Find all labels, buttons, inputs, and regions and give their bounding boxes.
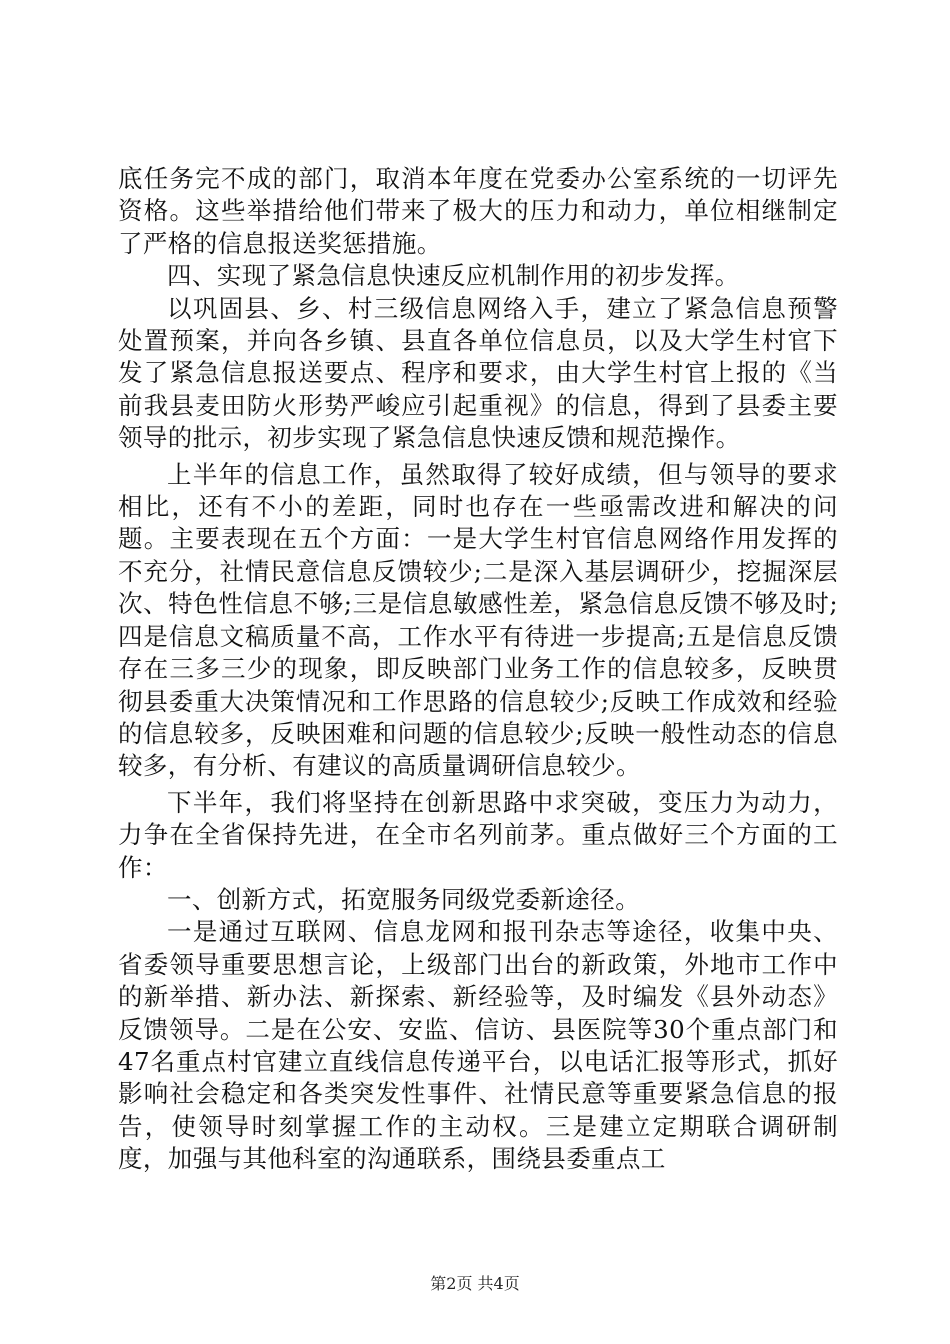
paragraph-innovation-methods: 一是通过互联网、信息龙网和报刊杂志等途径，收集中央、省委领导重要思想言论，上级部门出台的新政策，外地市工作中的新举措、新办法、新探索、新经验等，及时编发《县外动态》反馈领导。二是在公安、安监、信访、县医院等30个重点部门和47名重点村官建立直线信息传递平台，以电话汇报等形式，抓好影响社会稳定和各类突发性事件、社情民意等重要紧急信息的报告，使领导时刻掌握工作的主动权。三是建立定期联合调研制度，加强与其他科室的沟通联系，围绕县委重点工 xyxy=(118,917,838,1174)
paragraph-emergency-info: 以巩固县、乡、村三级信息网络入手，建立了紧急信息预警处置预案，并向各乡镇、县直各单位信息员，以及大学生村官下发了紧急信息报送要点、程序和要求，由大学生村官上报的《当前我县麦田防火形势严峻应引起重视》的信息，得到了县委主要领导的批示，初步实现了紧急信息快速反馈和规范操作。 xyxy=(118,293,838,453)
page-footer: 第2页 共4页 xyxy=(430,1274,520,1293)
section-heading-four: 四、实现了紧急信息快速反应机制作用的初步发挥。 xyxy=(167,261,740,291)
document-body xyxy=(118,163,838,1176)
paragraph-continuation: 底任务完不成的部门，取消本年度在党委办公室系统的一切评先资格。这些举措给他们带来了极大的压力和动力，单位相继制定了严格的信息报送奖惩措施。 xyxy=(118,164,838,258)
paragraph-shortcomings: 上半年的信息工作，虽然取得了较好成绩，但与领导的要求相比，还有不小的差距，同时也存在一些亟需改进和解决的问题。主要表现在五个方面：一是大学生村官信息网络作用发挥的不充分，社情民意信息反馈较少;二是深入基层调研少，挖掘深层次、特色性信息不够;三是信息敏感性差，紧急信息反馈不够及时;四是信息文稿质量不高，工作水平有待进一步提高;五是信息反馈存在三多三少的现象，即反映部门业务工作的信息较多，反映贯彻县委重大决策情况和工作思路的信息较少;反映工作成效和经验的信息较多，反映困难和问题的信息较少;反映一般性动态的信息较多，有分析、有建议的高质量调研信息较少。 xyxy=(118,459,838,781)
paragraph-second-half-plan: 下半年，我们将坚持在创新思路中求突破，变压力为动力，力争在全省保持先进，在全市名列前茅。重点做好三个方面的工作： xyxy=(118,787,838,882)
section-heading-one: 一、创新方式，拓宽服务同级党委新途径。 xyxy=(167,884,641,914)
